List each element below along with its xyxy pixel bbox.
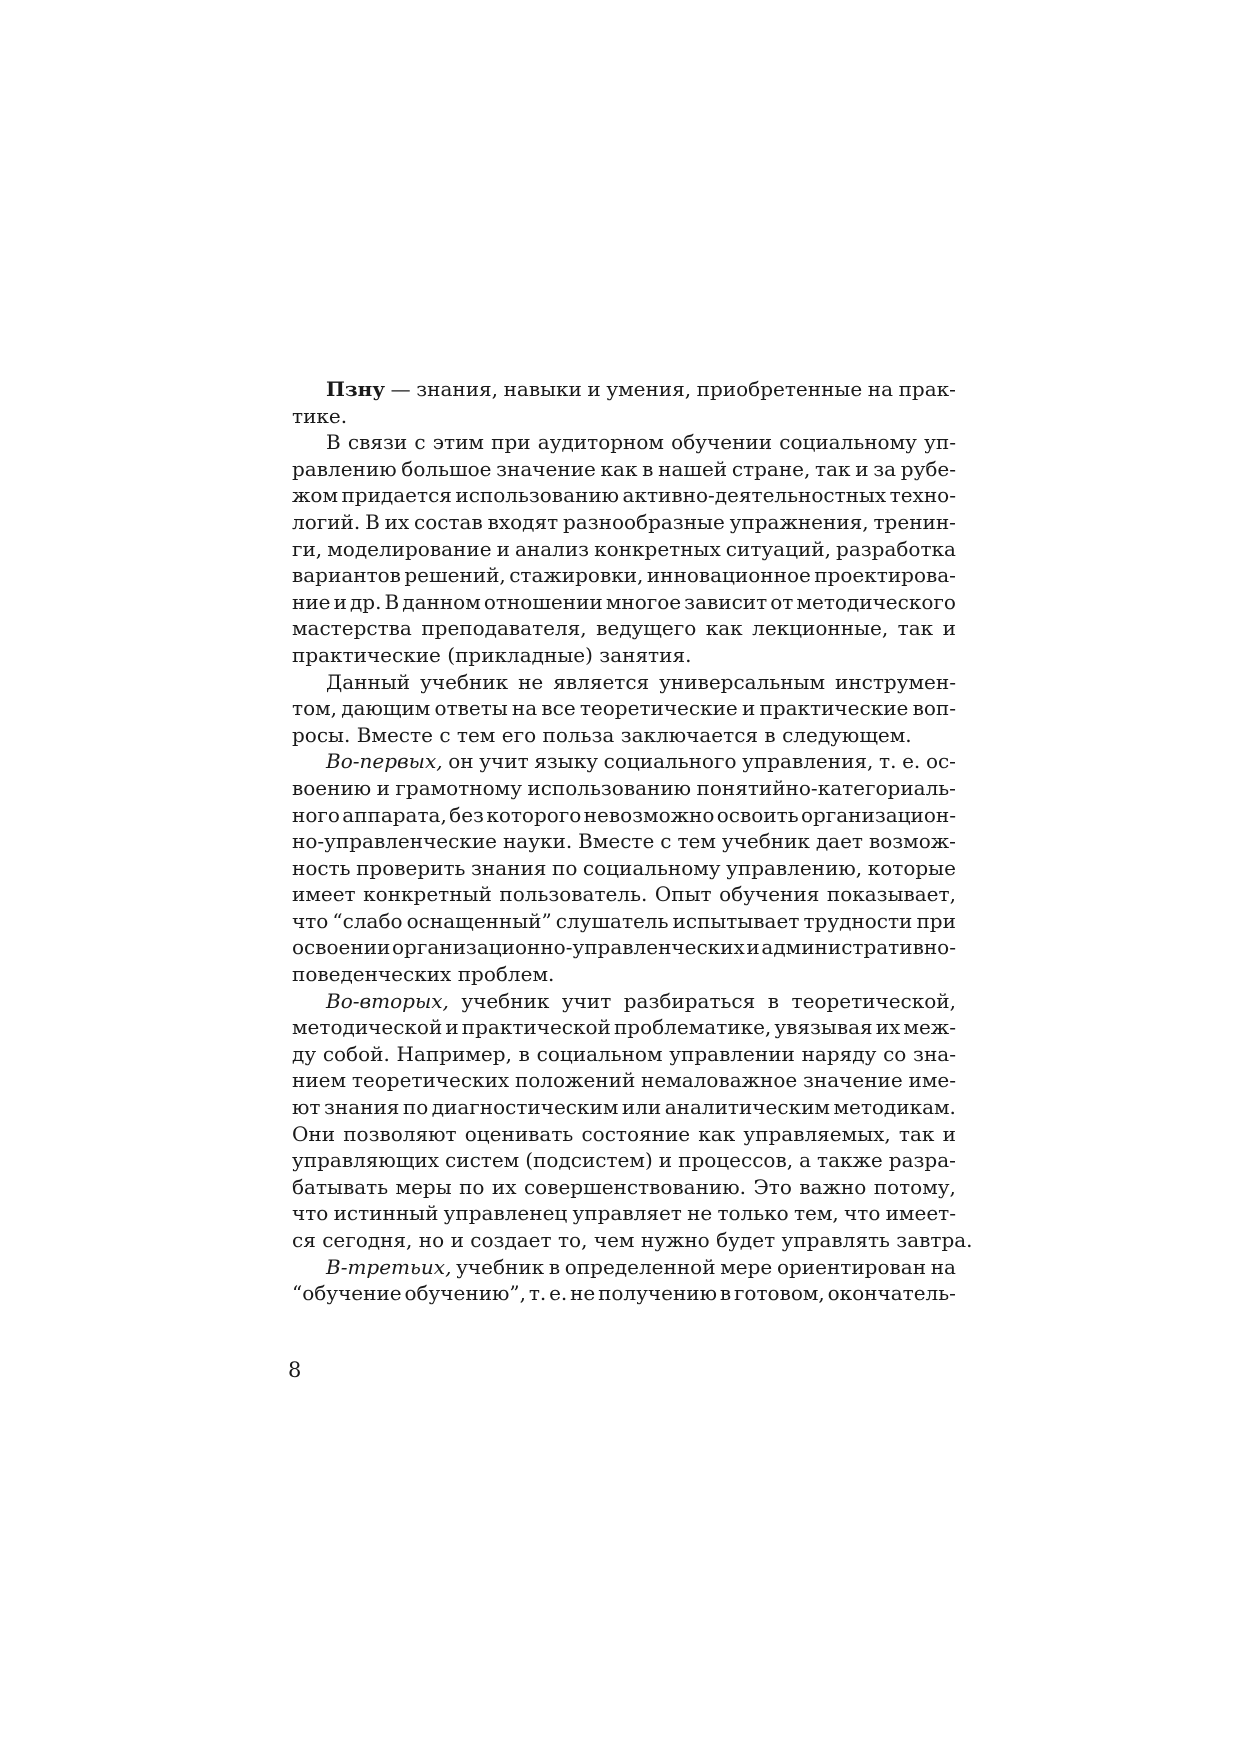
word: управляемых, [743,1121,891,1146]
word: науки. [502,829,573,854]
word: навыки [503,377,582,401]
word: Это [753,1174,792,1199]
word: В [326,430,341,455]
word: аналитическим [664,1095,830,1120]
text-line [292,1174,956,1201]
word: значение [803,1068,903,1093]
word: тем, [793,1201,839,1226]
word: мастерства [292,616,412,641]
text-line [292,802,956,829]
body-text [292,376,973,1307]
word: учебник [420,669,509,694]
text-line [292,376,956,403]
word: нужно [640,1228,710,1252]
word: Например, [396,1041,512,1066]
word: немаловажное [641,1068,798,1093]
word: большое [401,456,492,481]
word: в [642,456,654,481]
word: состояние [581,1121,691,1146]
paragraph [292,748,956,987]
emphasis-italic: В-третьих, [326,1254,452,1279]
word: состав [414,509,483,534]
word: в [767,988,780,1013]
paragraph [292,669,956,749]
text-line [292,748,956,775]
text-line [292,988,956,1015]
text-line [292,828,956,855]
word: диагностическим [431,1095,619,1120]
word: разработка [836,536,956,561]
word: и [855,456,869,481]
emphasis-italic: Во-вторых, [326,988,449,1013]
word: как [600,456,638,481]
text-line [292,1147,956,1174]
word: испытывает [672,908,800,933]
text-line [292,695,956,722]
word: входят [487,509,559,534]
word: заключается [620,722,759,747]
word: (прикладные) [447,642,593,667]
word: в [548,1254,561,1279]
page-number: 8 [288,1358,302,1382]
word: проектирова- [814,563,956,588]
word: теоретической, [791,988,956,1013]
word: тем [677,829,716,854]
word: окончатель- [827,1281,956,1306]
word: знания [470,855,547,880]
word: проблем. [457,962,555,987]
word: ориентирован [776,1254,927,1279]
word: разра- [888,1148,956,1173]
text-line [292,669,956,696]
term-bold: Пзну [326,377,386,401]
word: ся [292,1228,316,1252]
word: теоретических [351,1068,510,1093]
word: на [930,1254,956,1279]
word: только [717,1201,789,1226]
word: проблематике, [613,1015,772,1040]
word: практической [461,1015,611,1040]
word: с [414,430,426,455]
word: позволяют [343,1121,457,1146]
word: и [587,377,601,401]
word: обучении [671,430,773,455]
word: инновационное [646,563,811,588]
word: поведенческих [292,962,452,987]
word: так [898,1121,935,1146]
word: конкретный [363,882,492,907]
word: аппарата, [342,802,447,827]
word: значение [496,456,596,481]
text-line [292,1280,956,1307]
word: их [875,1015,901,1040]
word: разнообразные [562,509,725,534]
word: социальном [536,1041,663,1066]
text-line [292,961,956,988]
word: умения, [606,377,692,401]
word: и [658,1148,673,1173]
word: совершенствованию. [523,1174,747,1199]
text-line [292,1254,956,1281]
word: по [551,855,578,880]
word: на [511,696,538,721]
word: т. [879,749,897,774]
word: батывать [292,1174,389,1199]
word: а [799,1148,812,1173]
word: — [390,377,411,401]
word: В [365,509,380,534]
word: Они [292,1121,336,1146]
word: знания [323,1095,400,1120]
word: чем [593,1228,635,1252]
word: тренин- [873,509,956,534]
text-line [292,855,956,882]
text-line [292,1041,956,1068]
word: В [384,589,400,614]
word: занятия. [599,642,692,667]
word: потому, [873,1174,956,1199]
word: административно- [761,935,956,960]
word: оснащенный” [406,908,552,933]
word: слушатель [555,908,669,933]
word: создает [470,1228,552,1252]
word: моделирование [327,536,492,561]
word: важно [799,1174,867,1199]
word: то, [557,1228,588,1252]
word: так [897,616,934,641]
word: в [719,1281,732,1306]
word: дает [815,829,863,854]
word: увязывая [774,1015,873,1040]
text-line [292,615,956,642]
word: отношении [483,589,603,614]
word: с [439,722,451,747]
word: или [621,1095,662,1120]
word: также [817,1148,883,1173]
word: обучению”, [404,1281,527,1306]
word: что [292,908,329,933]
word: “обучение [292,1281,402,1306]
word: использованию [455,483,620,508]
word: пользователь. [499,882,648,907]
word: их [491,1174,517,1199]
word: решений, [404,563,506,588]
word: придается [341,483,452,508]
word: невозможно [583,802,715,827]
word: равлению [292,456,397,481]
word: данном [402,589,481,614]
word: его [501,722,537,747]
paragraph [292,1254,956,1307]
word: прак- [898,377,956,401]
word: будет [716,1228,776,1252]
text-line [292,482,956,509]
word: и [741,696,756,721]
word: ние [292,589,331,614]
word: готовом, [733,1281,825,1306]
word: теоретические [579,696,738,721]
word: польза [542,722,615,747]
word: оценивать [464,1121,574,1146]
word: учебник [461,988,550,1013]
word: социального [603,749,737,774]
text-line [292,429,956,456]
word: социальному [582,855,721,880]
word: универсальным [659,669,826,694]
word: методического [796,589,956,614]
word: и [942,616,956,641]
word: завтра. [896,1228,973,1252]
word: получению [598,1281,718,1306]
word: что [844,1201,881,1226]
text-line [292,1067,956,1094]
word: управляет [572,1201,682,1226]
word: упражнения, [729,509,869,534]
word: учит [561,988,612,1013]
word: следующем. [782,722,912,747]
text-line [292,775,956,802]
word: стране, [731,456,811,481]
word: ведущего [596,616,697,641]
word: др. [349,589,382,614]
text-line [292,1227,973,1254]
word: определенной [564,1254,716,1279]
word: методической [292,1015,443,1040]
word: активно-деятельностных [622,483,887,508]
word: нием [292,1068,347,1093]
text-line [292,403,956,430]
word: возмож- [868,829,956,854]
word: дающим [341,696,431,721]
word: но [418,1228,445,1252]
text-line [292,562,956,589]
word: преподавателя, [421,616,587,641]
word: инструмен- [835,669,956,694]
text-line [292,1094,956,1121]
word: ду [292,1041,317,1066]
word: зна- [913,1041,956,1066]
word: воп- [912,696,956,721]
word: росы. [292,722,351,747]
word: без [449,802,484,827]
text-line [292,589,956,616]
word: по [459,1174,485,1199]
word: процессов, [678,1148,794,1173]
word: логий. [292,509,361,534]
word: этим [432,430,484,455]
word: анализ [514,536,590,561]
word: уп- [924,430,956,455]
word: Вместе [578,829,655,854]
word: стажировки, [509,563,644,588]
word: обучения [719,882,820,907]
word: ги, [292,536,323,561]
text-line [292,1014,956,1041]
word: рубе- [900,456,956,481]
word: на [867,377,893,401]
word: зависит [684,589,768,614]
word: не [570,1281,596,1306]
word: и [450,1228,464,1252]
word: е. [902,749,921,774]
word: языку [534,749,598,774]
word: жом [292,483,338,508]
word: управлению, [726,855,863,880]
text-line [292,1121,956,1148]
word: не [518,669,544,694]
word: меж- [903,1015,956,1040]
word: освоении [292,935,391,960]
word: как [698,1121,736,1146]
word: которого [486,802,582,827]
word: с [660,829,672,854]
word: многое [605,589,682,614]
word: все [541,696,576,721]
word: учебник [721,829,810,854]
word: мере [720,1254,773,1279]
word: конкретных [594,536,721,561]
word: вариантов [292,563,401,588]
word: воению [292,775,372,800]
text-line [292,456,956,483]
text-line [292,934,956,961]
emphasis-italic: Во-первых, [326,749,443,774]
paragraph [292,376,956,429]
word: техно- [889,483,956,508]
word: которые [867,855,956,880]
word: показывает, [826,882,956,907]
word: и [942,1121,956,1146]
word: связи [347,430,408,455]
word: имеет [292,882,356,907]
word: (подсистем) [525,1148,653,1173]
word: со [883,1041,907,1066]
word: наряду [801,1041,877,1066]
word: тем [456,722,496,747]
word: и [333,589,347,614]
word: управленец [443,1201,568,1226]
word: от [770,589,794,614]
word: является [553,669,650,694]
word: не [687,1201,713,1226]
word: “слабо [332,908,403,933]
word: социальному [779,430,917,455]
text-line [292,642,956,669]
word: приобретенные [696,377,863,401]
word: практические [292,642,441,667]
word: аудиторном [537,430,664,455]
word: име- [908,1068,956,1093]
text-line [292,881,956,908]
word: методикам. [833,1095,956,1120]
word: их [384,509,410,534]
paragraph [292,429,956,668]
word: при [491,430,531,455]
word: управляющих [292,1148,440,1173]
word: том, [292,696,338,721]
word: освоить [716,802,799,827]
word: он [448,749,474,774]
word: проверить [356,855,466,880]
word: но-управленческие [292,829,498,854]
word: ность [292,855,351,880]
word: ют [292,1095,321,1120]
word: в [518,1041,530,1066]
word: и [445,1015,459,1040]
word: и [496,536,510,561]
text-line [292,908,956,935]
word: при [916,908,956,933]
word: ного [292,802,340,827]
word: собой. [322,1041,390,1066]
word: по [402,1095,429,1120]
word: меры [395,1174,452,1199]
text-line [292,509,956,536]
word: в [764,722,776,747]
word: лекционные, [752,616,889,641]
word: организационно-управленческих [392,935,745,960]
word: систем [445,1148,520,1173]
word: учит [479,749,529,774]
word: нашей [658,456,728,481]
word: грамотному [395,775,522,800]
word: что [292,1201,329,1226]
word: понятийно-категориаль- [696,775,956,800]
word: так [815,456,851,481]
word: управления, [742,749,874,774]
word: организацион- [800,802,956,827]
paragraph [292,988,973,1254]
word: и [376,775,390,800]
word: Вместе [356,722,433,747]
word: как [705,616,743,641]
word: разбираться [623,988,756,1013]
text-line [292,722,956,749]
word: ситуаций, [725,536,831,561]
word: тике. [292,403,348,428]
word: ос- [925,749,956,774]
word: управлении [669,1041,795,1066]
word: за [873,456,897,481]
word: знания, [416,377,499,401]
word: ответы [434,696,508,721]
word: Опыт [654,882,712,907]
word: Данный [326,669,411,694]
word: управлять [781,1228,890,1252]
word: е. [549,1281,568,1306]
word: учебник [456,1254,545,1279]
word: сегодня, [322,1228,413,1252]
text-line [292,536,956,563]
word: положений [514,1068,636,1093]
word: истинный [333,1201,439,1226]
word: практические [759,696,909,721]
word: трудности [803,908,913,933]
word: имеет- [885,1201,956,1226]
word: т. [528,1281,547,1306]
word: использованию [527,775,692,800]
text-line [292,1200,956,1227]
word: и [746,935,760,960]
